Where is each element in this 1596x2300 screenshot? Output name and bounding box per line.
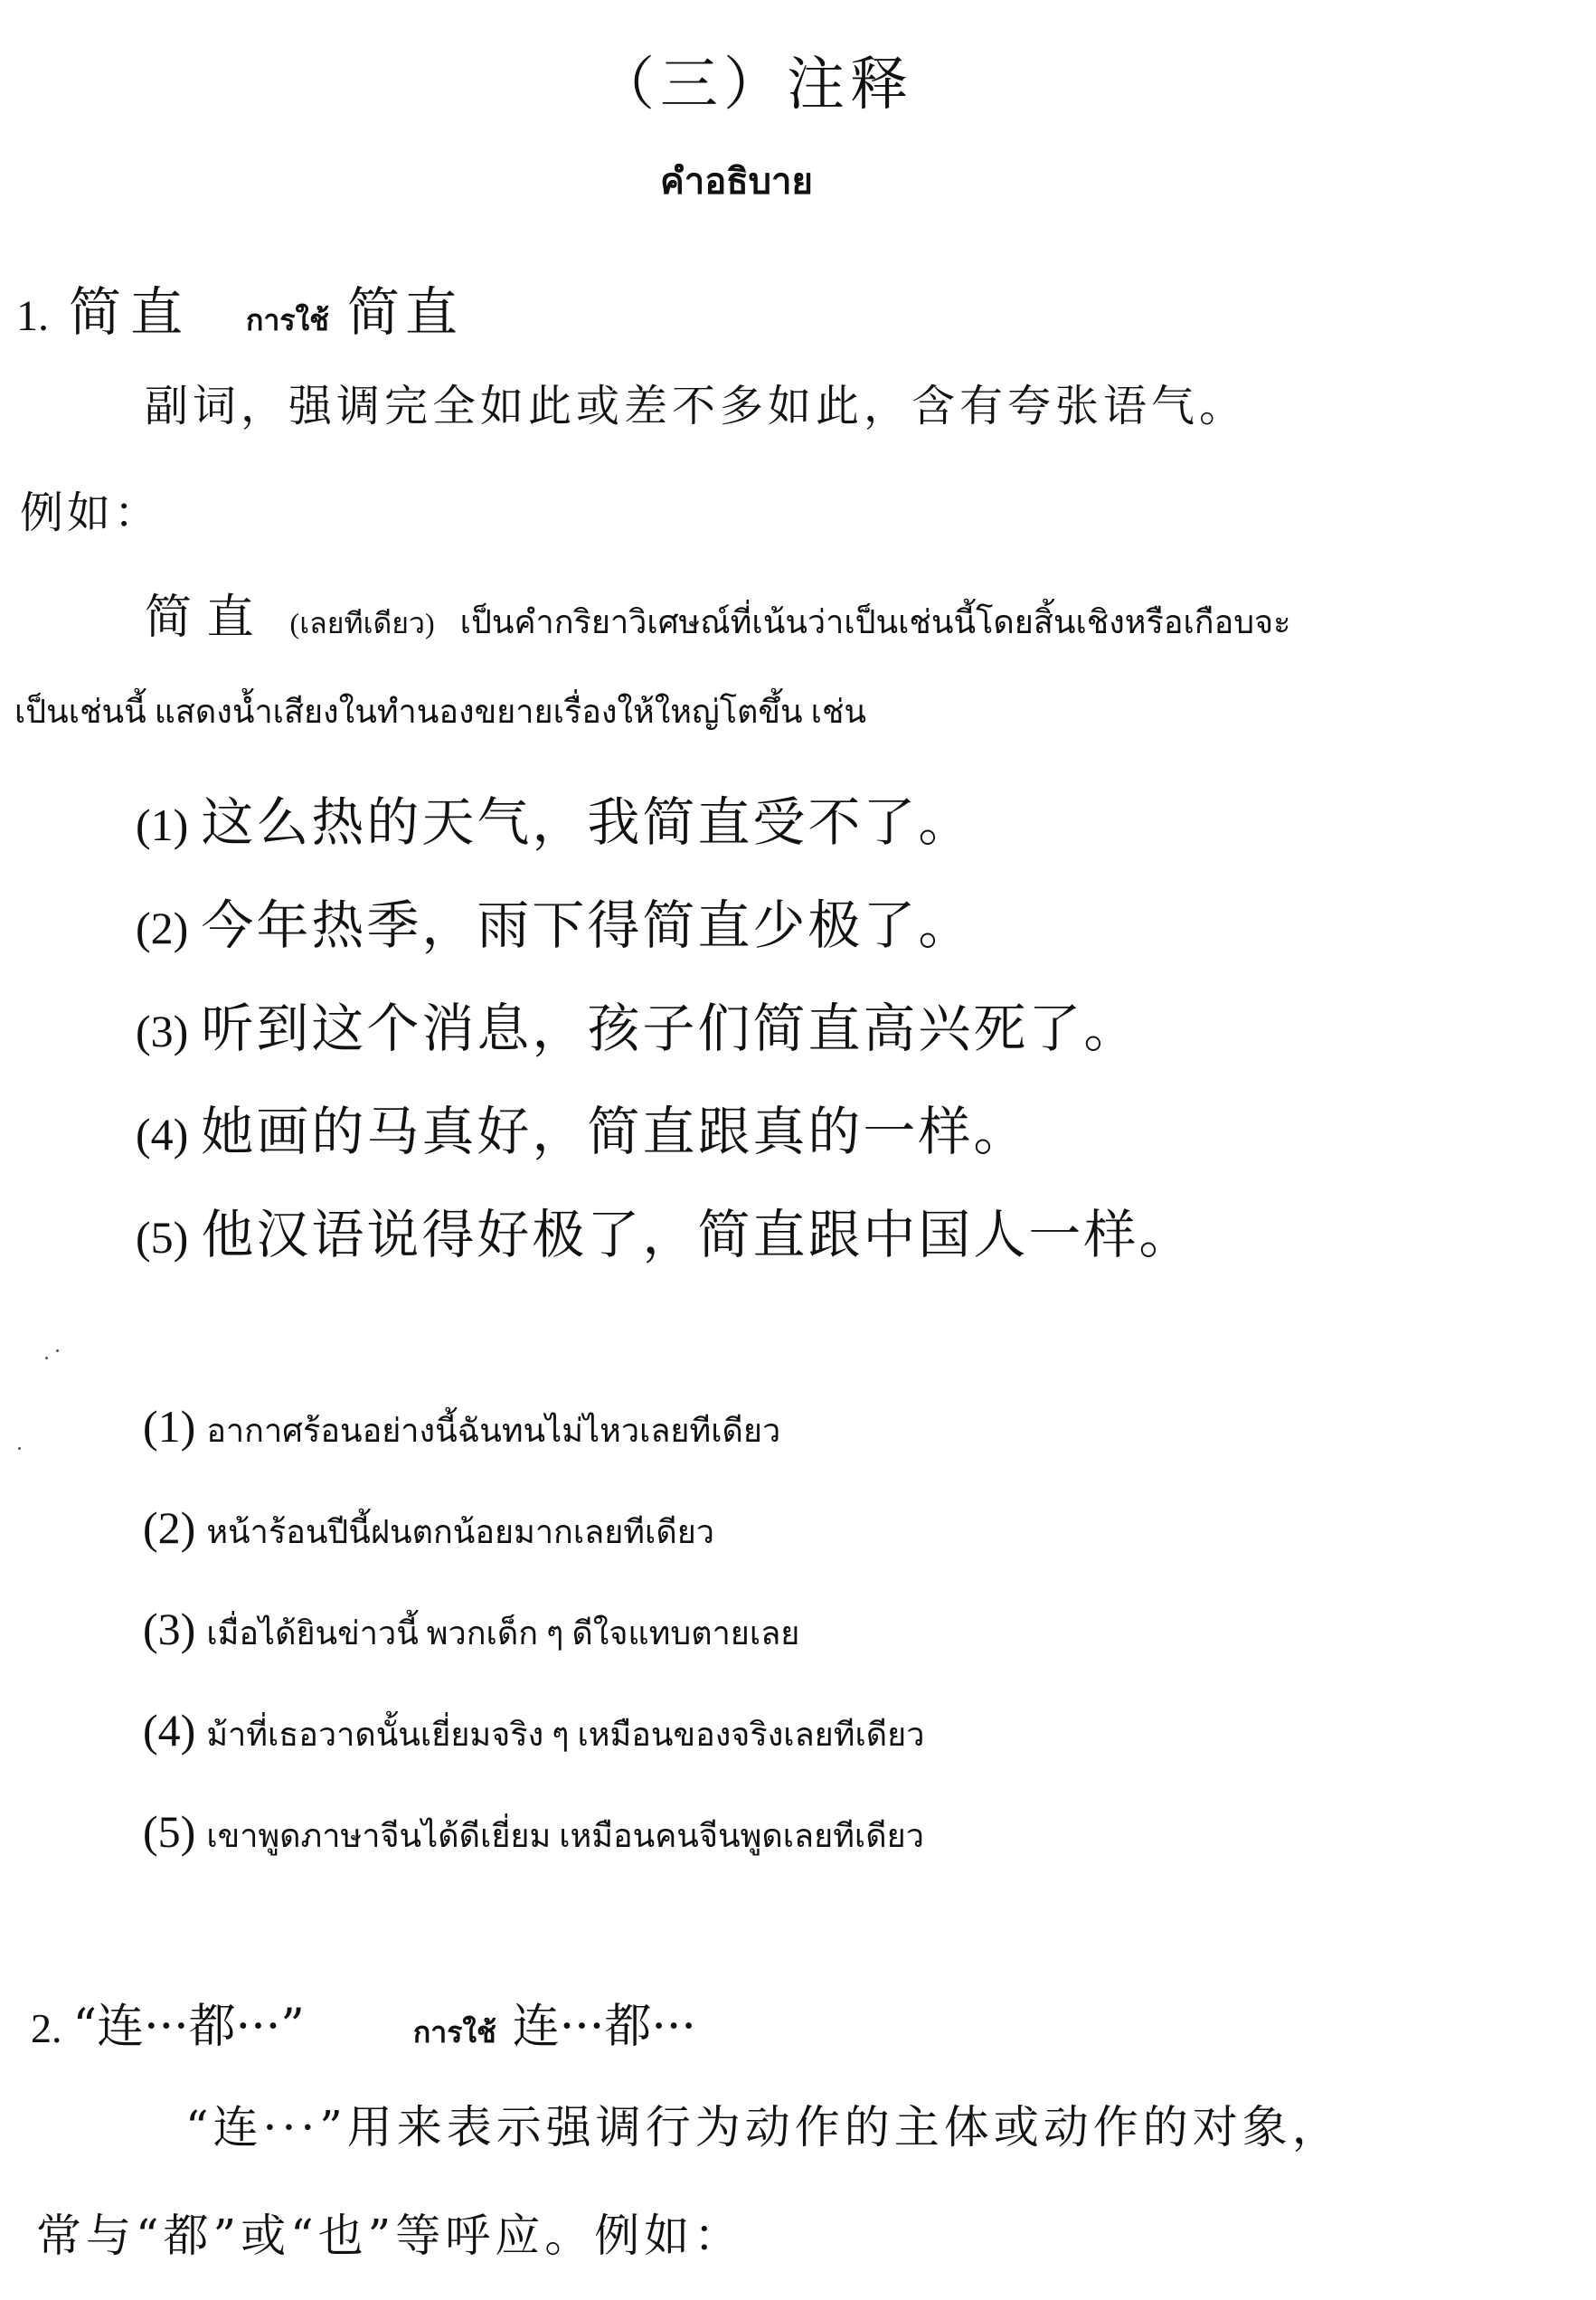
item2-description-2: 常与“都”或“也”等呼应。例如： <box>36 2210 744 2262</box>
example-zh-row <box>136 986 1194 1089</box>
example-th-row <box>143 1400 924 1501</box>
section-title: （三）注释 <box>597 52 913 118</box>
item1-thai-explanation-2: เป็นเช่นนี้ แสดงน้ำเสียงในทำนองขยายเรื่องให้ใหญ่โตขึ้น เช่น <box>14 694 866 730</box>
example-zh-number: (4) <box>136 1109 189 1159</box>
item1-examples-zh <box>136 780 1194 1295</box>
example-th-number: (2) <box>143 1502 196 1553</box>
example-th-number: (4) <box>143 1705 196 1756</box>
example-th-text: หน้าร้อนปีนี้ฝนตกน้อยมากเลยทีเดียว <box>206 1514 715 1550</box>
item1-description: 副词，强调完全如此或差不多如此，含有夸张语气。 <box>145 381 1248 431</box>
item1-thai-term: 简 直 <box>145 591 254 645</box>
item2-term: “连···都···” <box>72 2000 305 2054</box>
example-th-text: อากาศร้อนอย่างนี้ฉันทนไม่ไหวเลยทีเดียว <box>206 1413 781 1449</box>
item2-heading <box>31 1988 696 2056</box>
example-th-number: (1) <box>143 1401 196 1452</box>
item2-usage-label: การใช้ <box>412 2016 496 2049</box>
example-zh-row <box>136 883 1194 986</box>
item1-thai-explanation-1: เป็นคำกริยาวิเศษณ์ที่เน้นว่าเป็นเช่นนี้โดยสิ้นเชิงหรือเกือบจะ <box>459 604 1291 640</box>
item1-term: 简直 <box>69 281 193 343</box>
example-zh-text: 这么热的天气，我简直受不了。 <box>201 791 974 853</box>
example-zh-text: 今年热季，雨下得简直少极了。 <box>201 894 974 956</box>
item1-usage-label: การใช้ <box>246 304 329 336</box>
example-th-text: ม้าที่เธอวาดนั้นเยี่ยมจริง ๆ เหมือนของจริงเลยทีเดียว <box>206 1717 925 1753</box>
example-th-row <box>143 1501 924 1603</box>
example-th-text: เขาพูดภาษาจีนได้ดีเยี่ยม เหมือนคนจีนพูดเลยทีเดียว <box>206 1818 924 1854</box>
example-zh-row <box>136 780 1194 883</box>
scan-speck <box>18 1447 21 1450</box>
example-th-number: (5) <box>143 1806 196 1857</box>
item1-thai-explanation-line1 <box>145 579 1290 648</box>
example-th-row <box>143 1704 924 1805</box>
example-zh-number: (2) <box>136 903 189 953</box>
section-subtitle: คำอธิบาย <box>660 161 813 202</box>
scan-speck <box>45 1357 48 1359</box>
scan-speck <box>56 1349 59 1352</box>
item2-usage-term: 连···都··· <box>512 2000 696 2054</box>
example-zh-text: 她画的马真好，简直跟真的一样。 <box>201 1101 1029 1162</box>
example-zh-number: (3) <box>136 1006 189 1056</box>
example-zh-row <box>136 1192 1194 1295</box>
example-zh-text: 听到这个消息，孩子们简直高兴死了。 <box>201 998 1139 1059</box>
example-th-text: เมื่อได้ยินข่าวนี้ พวกเด็ก ๆ ดีใจแทบตายเลย <box>206 1615 800 1652</box>
item2-number: 2. <box>31 2005 62 2051</box>
item1-thai-gloss: (เลยทีเดียว) <box>289 607 435 639</box>
item1-examples-th <box>143 1400 924 1907</box>
example-zh-row <box>136 1089 1194 1192</box>
example-zh-number: (5) <box>136 1212 189 1263</box>
item1-heading <box>16 270 463 345</box>
example-zh-number: (1) <box>136 800 189 850</box>
item2-description-1: “连···”用来表示强调行为动作的主体或动作的对象， <box>185 2101 1342 2153</box>
example-th-row <box>143 1603 924 1704</box>
example-th-number: (3) <box>143 1604 196 1654</box>
item1-examples-label: 例如： <box>20 487 162 538</box>
example-zh-text: 他汉语说得好极了，简直跟中国人一样。 <box>201 1204 1195 1265</box>
item1-usage-term: 简直 <box>346 281 463 343</box>
item1-number: 1. <box>16 292 49 340</box>
example-th-row <box>143 1805 924 1907</box>
